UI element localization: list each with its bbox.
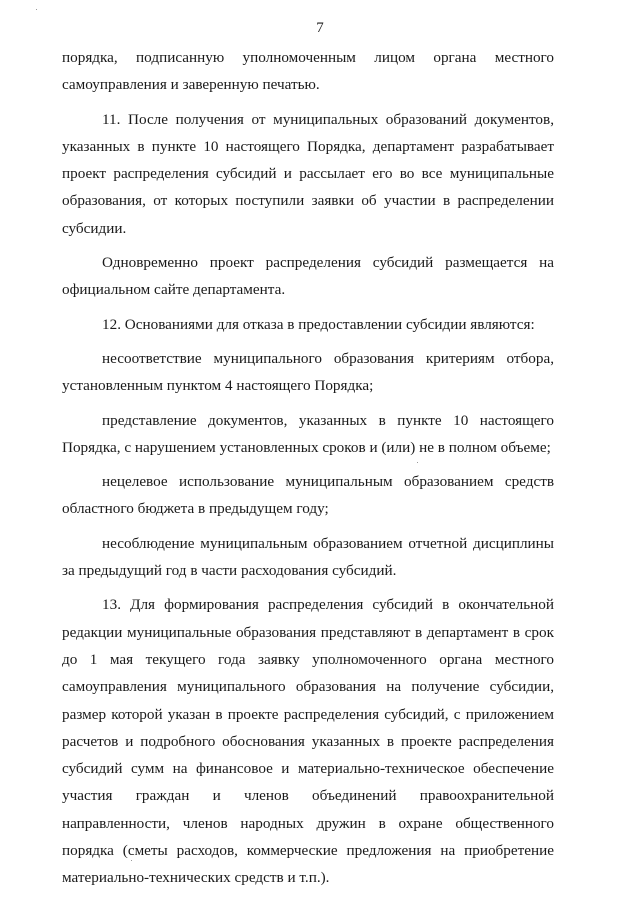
- text-line: самоуправления и заверенную печатью.: [62, 76, 320, 94]
- scan-speck: [36, 9, 37, 10]
- paragraph: [62, 468, 554, 523]
- text-line: несоответствие муниципального образования критериям отбора,: [102, 349, 554, 367]
- text-line: представление документов, указанных в пункте 10 настоящего: [102, 411, 554, 429]
- text-line: нецелевое использование муниципальным образованием средств: [102, 473, 554, 491]
- text-line: Одновременно проект распределения субсидий размещается на: [102, 254, 554, 272]
- text-line: Порядка, с нарушением установленных сроков и (или) не в полном объеме;: [62, 438, 551, 456]
- text-line: порядка (сметы расходов, коммерческие предложения на приобретение: [62, 842, 554, 860]
- scan-speck: [131, 860, 132, 861]
- paragraph: [62, 345, 554, 400]
- text-line: размер которой указан в проекте распределения субсидий, с приложением: [62, 705, 554, 723]
- text-line: указанных в пункте 10 настоящего Порядка, департамент разрабатывает: [62, 137, 554, 155]
- text-line: расчетов и подробного обоснования указанных в проекте распределения: [62, 732, 554, 750]
- document-body: [62, 44, 554, 899]
- page-number: 7: [316, 20, 324, 36]
- text-line: 11. После получения от муниципальных образований документов,: [102, 110, 554, 128]
- paragraph: [62, 106, 554, 242]
- paragraph: [62, 591, 554, 891]
- text-line: материально-технических средств и т.п.).: [62, 869, 330, 887]
- text-line: участия граждан и членов объединений правоохранительной: [62, 787, 554, 805]
- paragraph: [62, 530, 554, 585]
- text-line: самоуправления муниципального образования на получение субсидии,: [62, 678, 554, 696]
- text-line: субсидии.: [62, 219, 127, 237]
- text-line: 12. Основаниями для отказа в предоставлении субсидии являются:: [102, 315, 535, 333]
- scan-speck: [417, 462, 418, 463]
- text-line: до 1 мая текущего года заявку уполномоченного органа местного: [62, 650, 554, 668]
- text-line: редакции муниципальные образования представляют в департамент в срок: [62, 623, 554, 641]
- text-line: 13. Для формирования распределения субсидий в окончательной: [102, 596, 554, 614]
- paragraph: [62, 311, 554, 338]
- text-line: установленным пунктом 4 настоящего Порядка;: [62, 377, 374, 395]
- text-line: субсидий сумм на финансовое и материально-техническое обеспечение: [62, 760, 554, 778]
- text-line: проект распределения субсидий и рассылает его во все муниципальные: [62, 165, 554, 183]
- paragraph: [62, 249, 554, 304]
- paragraph: [62, 407, 554, 462]
- text-line: областного бюджета в предыдущем году;: [62, 500, 329, 518]
- text-line: несоблюдение муниципальным образованием отчетной дисциплины: [102, 534, 554, 552]
- paragraph: [62, 44, 554, 99]
- text-line: порядка, подписанную уполномоченным лицом органа местного: [62, 49, 554, 66]
- text-line: образования, от которых поступили заявки об участии в распределении: [62, 192, 554, 210]
- text-line: официальном сайте департамента.: [62, 281, 286, 299]
- text-line: за предыдущий год в части расходования субсидий.: [62, 562, 397, 580]
- text-line: направленности, членов народных дружин в охране общественного: [62, 814, 554, 832]
